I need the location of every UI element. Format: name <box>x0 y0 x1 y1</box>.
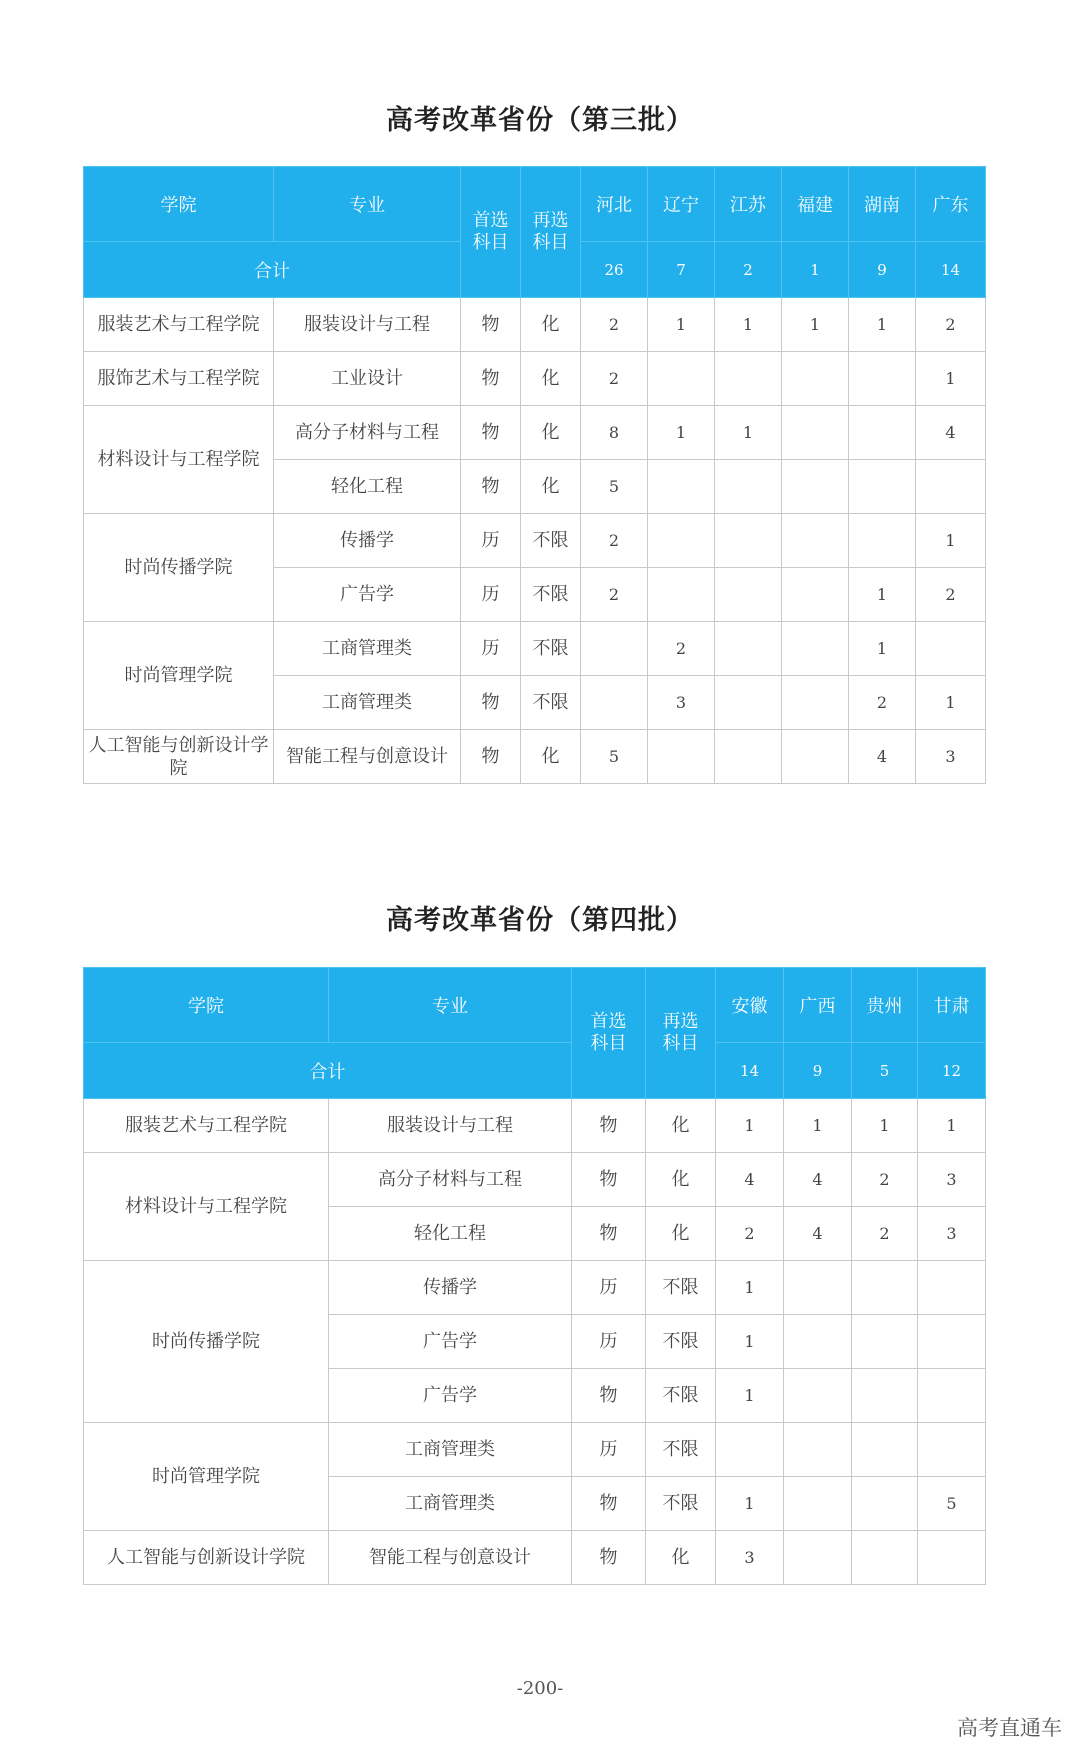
quota-cell <box>918 1531 986 1585</box>
header-province: 广西 <box>784 968 852 1043</box>
quota-cell: 1 <box>916 514 986 568</box>
quota-cell <box>849 514 916 568</box>
quota-cell <box>916 622 986 676</box>
quota-cell: 1 <box>716 1315 784 1369</box>
quota-cell: 1 <box>648 298 715 352</box>
table-row <box>84 622 986 676</box>
second-subject-cell: 化 <box>521 352 581 406</box>
first-subject-cell: 历 <box>572 1423 646 1477</box>
quota-cell <box>784 1531 852 1585</box>
quota-cell <box>648 352 715 406</box>
header-first-subject: 首选 科目 <box>461 167 521 298</box>
header-total-value: 26 <box>581 242 648 298</box>
quota-cell: 2 <box>916 298 986 352</box>
college-cell: 服装艺术与工程学院 <box>84 298 274 352</box>
header-total-value: 9 <box>849 242 916 298</box>
header-province: 贵州 <box>852 968 918 1043</box>
quota-cell <box>784 1423 852 1477</box>
second-subject-cell: 不限 <box>521 622 581 676</box>
major-cell: 广告学 <box>274 568 461 622</box>
second-subject-cell: 化 <box>521 460 581 514</box>
table-row <box>84 1153 986 1207</box>
quota-cell <box>648 460 715 514</box>
major-cell: 服装设计与工程 <box>274 298 461 352</box>
quota-cell: 3 <box>716 1531 784 1585</box>
header-total-value: 1 <box>782 242 849 298</box>
quota-cell <box>715 622 782 676</box>
first-subject-cell: 物 <box>461 352 521 406</box>
header-total-value: 14 <box>716 1043 784 1099</box>
major-cell: 轻化工程 <box>274 460 461 514</box>
header-province: 湖南 <box>849 167 916 242</box>
table-row <box>84 1261 986 1315</box>
major-cell: 传播学 <box>274 514 461 568</box>
quota-cell: 1 <box>849 298 916 352</box>
table-row <box>84 406 986 460</box>
table2-title: 高考改革省份（第四批） <box>386 905 694 936</box>
quota-cell: 1 <box>716 1099 784 1153</box>
second-subject-cell: 不限 <box>646 1315 716 1369</box>
table-row <box>84 298 986 352</box>
major-cell: 智能工程与创意设计 <box>329 1531 572 1585</box>
quota-cell <box>648 730 715 784</box>
quota-cell: 3 <box>918 1153 986 1207</box>
quota-cell: 2 <box>581 298 648 352</box>
college-cell: 材料设计与工程学院 <box>84 1153 329 1261</box>
first-subject-cell: 物 <box>461 298 521 352</box>
quota-cell: 2 <box>581 514 648 568</box>
second-subject-cell: 化 <box>646 1153 716 1207</box>
first-subject-cell: 物 <box>572 1531 646 1585</box>
header-province: 甘肃 <box>918 968 986 1043</box>
header-total-value: 9 <box>784 1043 852 1099</box>
quota-cell: 1 <box>716 1261 784 1315</box>
quota-cell <box>782 676 849 730</box>
quota-cell <box>918 1423 986 1477</box>
header-total-label: 合计 <box>84 242 461 298</box>
first-subject-cell: 物 <box>461 676 521 730</box>
quota-cell <box>916 460 986 514</box>
header-province: 安徽 <box>716 968 784 1043</box>
quota-cell <box>852 1531 918 1585</box>
table-row <box>84 1423 986 1477</box>
first-subject-cell: 历 <box>461 568 521 622</box>
second-subject-cell: 不限 <box>646 1369 716 1423</box>
header-total-value: 12 <box>918 1043 986 1099</box>
second-subject-cell: 化 <box>646 1531 716 1585</box>
quota-cell <box>715 568 782 622</box>
quota-cell: 1 <box>916 676 986 730</box>
first-subject-cell: 历 <box>461 622 521 676</box>
second-subject-cell: 不限 <box>521 568 581 622</box>
quota-cell <box>918 1315 986 1369</box>
quota-cell: 1 <box>648 406 715 460</box>
quota-cell <box>782 514 849 568</box>
major-cell: 智能工程与创意设计 <box>274 730 461 784</box>
first-subject-cell: 物 <box>572 1207 646 1261</box>
header-college: 学院 <box>84 167 274 242</box>
major-cell: 工商管理类 <box>274 622 461 676</box>
major-cell: 服装设计与工程 <box>329 1099 572 1153</box>
second-subject-cell: 化 <box>646 1099 716 1153</box>
header-second-subject: 再选 科目 <box>646 968 716 1099</box>
enrollment-table-batch3 <box>83 166 986 784</box>
first-subject-cell: 历 <box>572 1261 646 1315</box>
quota-cell <box>849 406 916 460</box>
header-province: 广东 <box>916 167 986 242</box>
first-subject-cell: 物 <box>572 1153 646 1207</box>
second-subject-cell: 不限 <box>646 1423 716 1477</box>
quota-cell <box>784 1369 852 1423</box>
table-row <box>84 1099 986 1153</box>
major-cell: 高分子材料与工程 <box>329 1153 572 1207</box>
quota-cell <box>784 1261 852 1315</box>
quota-cell: 1 <box>849 568 916 622</box>
first-subject-cell: 物 <box>572 1477 646 1531</box>
quota-cell: 1 <box>852 1099 918 1153</box>
header-total-value: 7 <box>648 242 715 298</box>
quota-cell: 2 <box>852 1207 918 1261</box>
college-cell: 服饰艺术与工程学院 <box>84 352 274 406</box>
second-subject-cell: 化 <box>521 730 581 784</box>
quota-cell: 1 <box>782 298 849 352</box>
second-subject-cell: 化 <box>521 298 581 352</box>
quota-cell <box>918 1369 986 1423</box>
header-total-value: 5 <box>852 1043 918 1099</box>
college-cell: 人工智能与创新设计学院 <box>84 1531 329 1585</box>
quota-cell: 3 <box>918 1207 986 1261</box>
college-cell: 时尚管理学院 <box>84 622 274 730</box>
header-total-value: 2 <box>715 242 782 298</box>
college-cell: 时尚传播学院 <box>84 1261 329 1423</box>
quota-cell: 2 <box>581 352 648 406</box>
major-cell: 工商管理类 <box>329 1477 572 1531</box>
major-cell: 广告学 <box>329 1315 572 1369</box>
quota-cell: 4 <box>849 730 916 784</box>
quota-cell <box>782 622 849 676</box>
quota-cell <box>715 460 782 514</box>
quota-cell: 1 <box>916 352 986 406</box>
quota-cell <box>648 514 715 568</box>
quota-cell <box>849 460 916 514</box>
quota-cell: 8 <box>581 406 648 460</box>
quota-cell: 2 <box>852 1153 918 1207</box>
table-row <box>84 1531 986 1585</box>
quota-cell <box>716 1423 784 1477</box>
college-cell: 时尚传播学院 <box>84 514 274 622</box>
major-cell: 轻化工程 <box>329 1207 572 1261</box>
quota-cell: 2 <box>648 622 715 676</box>
quota-cell <box>852 1261 918 1315</box>
quota-cell: 1 <box>784 1099 852 1153</box>
major-cell: 工业设计 <box>274 352 461 406</box>
second-subject-cell: 化 <box>646 1207 716 1261</box>
quota-cell <box>782 352 849 406</box>
quota-cell <box>715 352 782 406</box>
quota-cell <box>918 1261 986 1315</box>
header-total-label: 合计 <box>84 1043 572 1099</box>
header-major: 专业 <box>274 167 461 242</box>
quota-cell <box>852 1477 918 1531</box>
quota-cell <box>782 568 849 622</box>
first-subject-cell: 历 <box>461 514 521 568</box>
quota-cell <box>581 622 648 676</box>
quota-cell: 1 <box>849 622 916 676</box>
header-second-subject: 再选 科目 <box>521 167 581 298</box>
header-first-subject: 首选 科目 <box>572 968 646 1099</box>
quota-cell: 1 <box>715 406 782 460</box>
enrollment-table-batch4 <box>83 967 986 1585</box>
quota-cell <box>648 568 715 622</box>
quota-cell <box>784 1477 852 1531</box>
quota-cell: 4 <box>784 1207 852 1261</box>
watermark: 高考直通车 <box>957 1716 1062 1740</box>
quota-cell <box>784 1315 852 1369</box>
quota-cell <box>849 352 916 406</box>
quota-cell <box>852 1315 918 1369</box>
table-row <box>84 352 986 406</box>
quota-cell: 3 <box>916 730 986 784</box>
college-cell: 服装艺术与工程学院 <box>84 1099 329 1153</box>
quota-cell <box>782 460 849 514</box>
header-province: 江苏 <box>715 167 782 242</box>
first-subject-cell: 物 <box>572 1099 646 1153</box>
quota-cell: 4 <box>784 1153 852 1207</box>
second-subject-cell: 不限 <box>521 514 581 568</box>
second-subject-cell: 不限 <box>646 1477 716 1531</box>
quota-cell <box>715 730 782 784</box>
header-college: 学院 <box>84 968 329 1043</box>
first-subject-cell: 物 <box>461 406 521 460</box>
quota-cell <box>782 730 849 784</box>
college-cell: 时尚管理学院 <box>84 1423 329 1531</box>
quota-cell: 5 <box>581 730 648 784</box>
first-subject-cell: 历 <box>572 1315 646 1369</box>
major-cell: 传播学 <box>329 1261 572 1315</box>
quota-cell: 4 <box>916 406 986 460</box>
table-row <box>84 514 986 568</box>
quota-cell <box>782 406 849 460</box>
quota-cell: 3 <box>648 676 715 730</box>
header-province: 河北 <box>581 167 648 242</box>
quota-cell: 2 <box>916 568 986 622</box>
quota-cell <box>852 1369 918 1423</box>
major-cell: 广告学 <box>329 1369 572 1423</box>
quota-cell: 4 <box>716 1153 784 1207</box>
quota-cell: 2 <box>581 568 648 622</box>
page-number: -200- <box>516 1678 564 1699</box>
college-cell: 材料设计与工程学院 <box>84 406 274 514</box>
quota-cell <box>852 1423 918 1477</box>
quota-cell: 5 <box>918 1477 986 1531</box>
quota-cell: 5 <box>581 460 648 514</box>
table1-title: 高考改革省份（第三批） <box>386 105 694 136</box>
table-row <box>84 730 986 784</box>
quota-cell: 1 <box>715 298 782 352</box>
header-province: 辽宁 <box>648 167 715 242</box>
first-subject-cell: 物 <box>572 1369 646 1423</box>
major-cell: 工商管理类 <box>274 676 461 730</box>
quota-cell: 1 <box>716 1369 784 1423</box>
major-cell: 高分子材料与工程 <box>274 406 461 460</box>
first-subject-cell: 物 <box>461 460 521 514</box>
first-subject-cell: 物 <box>461 730 521 784</box>
quota-cell: 1 <box>716 1477 784 1531</box>
header-province: 福建 <box>782 167 849 242</box>
major-cell: 工商管理类 <box>329 1423 572 1477</box>
second-subject-cell: 不限 <box>646 1261 716 1315</box>
quota-cell <box>715 676 782 730</box>
quota-cell: 1 <box>918 1099 986 1153</box>
quota-cell <box>715 514 782 568</box>
second-subject-cell: 不限 <box>521 676 581 730</box>
college-cell: 人工智能与创新设计学院 <box>84 730 274 784</box>
second-subject-cell: 化 <box>521 406 581 460</box>
quota-cell: 2 <box>849 676 916 730</box>
quota-cell <box>581 676 648 730</box>
quota-cell: 2 <box>716 1207 784 1261</box>
header-major: 专业 <box>329 968 572 1043</box>
header-total-value: 14 <box>916 242 986 298</box>
